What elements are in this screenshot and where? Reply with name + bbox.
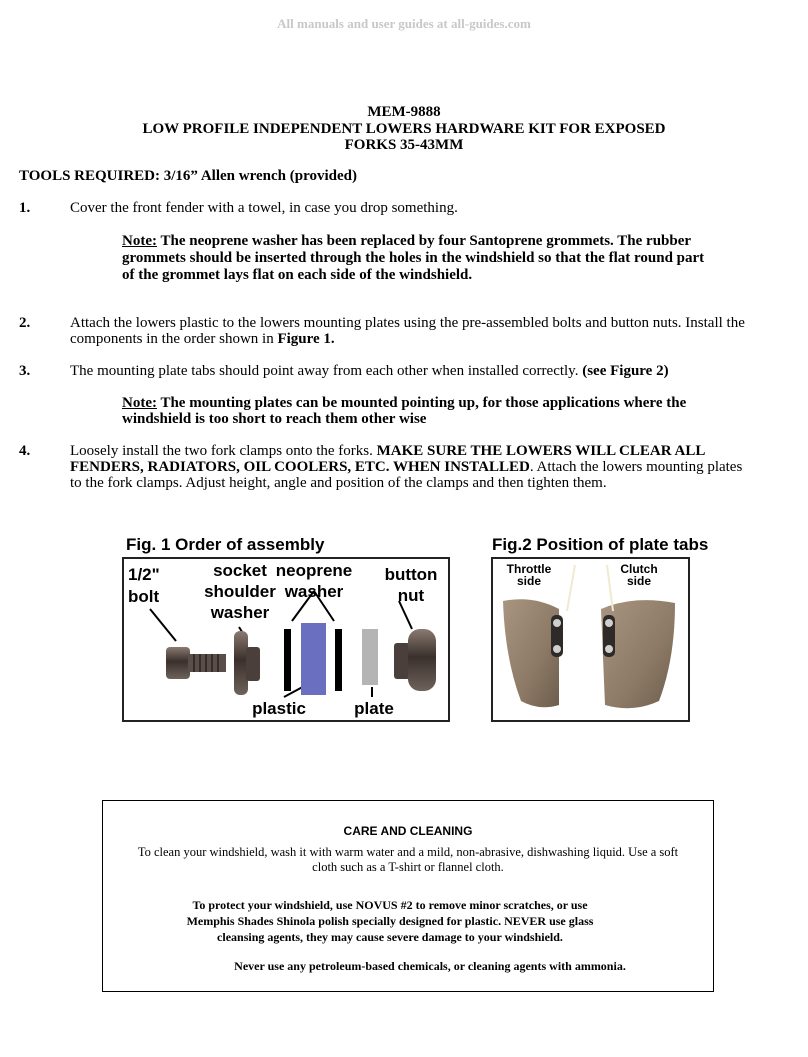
care-para-3: Never use any petroleum-based chemicals, or cleaning agents with ammonia. bbox=[234, 959, 626, 973]
step-1-number: 1. bbox=[19, 200, 31, 216]
label-plastic: plastic bbox=[252, 699, 306, 718]
neoprene-washer-left bbox=[284, 629, 291, 691]
step-2-line-2 bbox=[70, 331, 335, 348]
care-and-cleaning-box bbox=[102, 800, 714, 992]
washer-part bbox=[234, 631, 260, 695]
step-4-line-3: to the fork clamps. Adjust height, angle and position of the clamps and then tighten them. bbox=[70, 475, 607, 491]
care-para-2-line-1: To protect your windshield, use NOVUS #2 to remove minor scratches, or use bbox=[192, 898, 588, 912]
label-clutch: Clutch bbox=[620, 562, 658, 576]
label-neoprene-washer: washer bbox=[284, 582, 344, 601]
throttle-bolt-top-icon bbox=[553, 619, 561, 627]
fig-2-box bbox=[491, 557, 690, 722]
step-4-warning-2: FENDERS, RADIATORS, OIL COOLERS, ETC. WHEN INSTALLED bbox=[70, 459, 530, 475]
throttle-bolt-bottom-icon bbox=[553, 645, 561, 653]
neoprene-washer-right bbox=[335, 629, 342, 691]
label-nut: nut bbox=[397, 586, 425, 605]
step-1-text: Cover the front fender with a towel, in case you drop something. bbox=[70, 200, 458, 216]
label-throttle-side: side bbox=[516, 574, 541, 588]
step-2-number: 2. bbox=[19, 315, 31, 331]
label-throttle: Throttle bbox=[506, 562, 552, 576]
button-nut-part bbox=[394, 629, 436, 691]
watermark: All manuals and user guides at all-guides.com bbox=[277, 16, 531, 31]
step-3-text-main: The mounting plate tabs should point away from each other when installed correctly. bbox=[70, 363, 583, 379]
step-2-line-2-text: components in the order shown in bbox=[70, 331, 278, 347]
figure-2-ref: (see Figure 2) bbox=[582, 363, 669, 379]
title-line-1: LOW PROFILE INDEPENDENT LOWERS HARDWARE KIT FOR EXPOSED bbox=[142, 121, 666, 137]
throttle-plate bbox=[503, 599, 559, 707]
step-3-number: 3. bbox=[19, 363, 31, 379]
tools-required: TOOLS REQUIRED: 3/16” Allen wrench (provided) bbox=[19, 168, 357, 184]
care-para-2-line-3: cleansing agents, they may cause severe damage to your windshield. bbox=[217, 930, 563, 944]
label-socket: socket bbox=[213, 561, 267, 580]
step-3-note-line-1 bbox=[122, 395, 686, 412]
step-4-line-2 bbox=[70, 459, 742, 476]
step-4-warning-1: MAKE SURE THE LOWERS WILL CLEAR ALL bbox=[376, 443, 706, 459]
step-4-line-1 bbox=[70, 443, 705, 460]
care-para-1-line-2: cloth such as a T-shirt or flannel cloth. bbox=[312, 860, 504, 874]
label-washer: washer bbox=[210, 603, 270, 622]
throttle-tab bbox=[567, 565, 575, 611]
note-text: The neoprene washer has been replaced by four Santoprene grommets. The rubber bbox=[160, 233, 692, 249]
bolt-part bbox=[166, 647, 226, 679]
clutch-bolt-top-icon bbox=[605, 619, 613, 627]
plastic-part bbox=[301, 623, 326, 695]
step-1-note-line-3: of the grommet lays flat on each side of the windshield. bbox=[122, 267, 473, 283]
step-3-text bbox=[70, 363, 669, 380]
fig-2-title: Fig.2 Position of plate tabs bbox=[492, 535, 709, 554]
step-2-line-1: Attach the lowers plastic to the lowers mounting plates using the pre-assembled bolts and button nuts. Install the bbox=[70, 315, 745, 331]
step-1-note-line-1 bbox=[122, 233, 691, 250]
label-plate: plate bbox=[354, 699, 394, 718]
label-bolt: bolt bbox=[128, 587, 160, 606]
care-para-1-line-1: To clean your windshield, wash it with warm water and a mild, non-abrasive, dishwashing liquid. Use a soft bbox=[137, 845, 679, 859]
fig-1-title: Fig. 1 Order of assembly bbox=[126, 535, 325, 554]
clutch-bolt-bottom-icon bbox=[605, 645, 613, 653]
title-line-2: FORKS 35-43MM bbox=[344, 137, 464, 153]
step-3-note-line-2: windshield is too short to reach them other wise bbox=[122, 411, 427, 427]
label-neoprene: neoprene bbox=[275, 561, 353, 580]
note-label: Note: bbox=[122, 395, 157, 411]
label-clutch-side: side bbox=[626, 574, 651, 588]
step-4-line-2-text: . Attach the lowers mounting plates bbox=[529, 459, 743, 475]
step-1-note-line-2: grommets should be inserted through the holes in the windshield so that the flat round part bbox=[122, 250, 705, 266]
note-text: The mounting plates can be mounted pointing up, for those applications where the bbox=[156, 395, 687, 411]
plate-part bbox=[362, 629, 378, 685]
model-number: MEM-9888 bbox=[367, 104, 441, 120]
care-para-2-line-2: Memphis Shades Shinola polish specially designed for plastic. NEVER use glass bbox=[186, 914, 594, 928]
fig-1-box bbox=[122, 557, 450, 722]
label-shoulder: shoulder bbox=[204, 582, 276, 601]
label-bolt-size: 1/2" bbox=[128, 565, 160, 584]
step-4-line-1-text: Loosely install the two fork clamps onto the forks. bbox=[70, 443, 377, 459]
care-heading: CARE AND CLEANING bbox=[343, 824, 473, 838]
label-button: button bbox=[384, 565, 438, 584]
step-4-number: 4. bbox=[19, 443, 31, 459]
figure-1-ref: Figure 1. bbox=[277, 331, 335, 347]
note-label: Note: bbox=[122, 233, 157, 249]
